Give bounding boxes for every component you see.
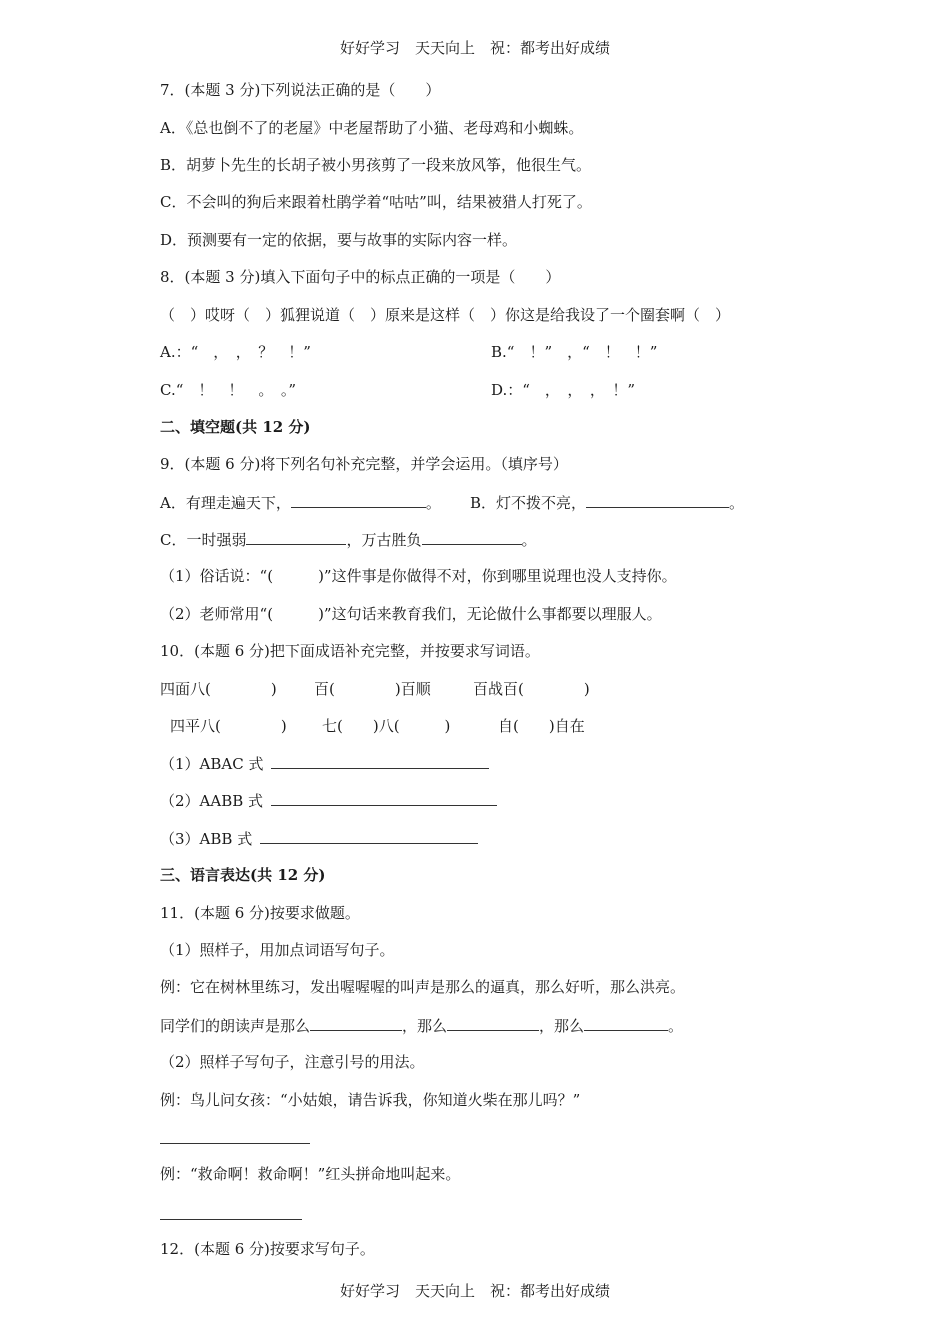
- section-3-title: 三、语言表达(共 12 分): [160, 866, 326, 884]
- q11-fill-mid-2: ，那么: [539, 1017, 585, 1035]
- q10-part-1: [160, 753, 489, 774]
- q8-option-a: A.：“ ， ， ？ ！”: [160, 343, 311, 361]
- q9-option-a: [160, 492, 441, 513]
- q10-part-1-label: （1）ABAC 式: [160, 755, 264, 773]
- q7-option-b: B．胡萝卜先生的长胡子被小男孩剪了一段来放风筝，他很生气。: [160, 156, 592, 174]
- q9-b-blank[interactable]: [586, 492, 729, 508]
- q11-fill-blank-1[interactable]: [310, 1015, 402, 1031]
- q11-example-2: 例：鸟儿问女孩：“小姑娘，请告诉我，你知道火柴在那儿吗？”: [160, 1091, 581, 1109]
- q9-b-text: B．灯不拨不亮，: [470, 494, 587, 512]
- q12-stem: 12．(本题 6 分)按要求写句子。: [160, 1240, 375, 1258]
- q9-c-blank-2[interactable]: [422, 529, 522, 545]
- q9-b-end: 。: [729, 494, 745, 512]
- q10-part-3-blank[interactable]: [260, 828, 478, 844]
- q7-option-a: A．《总也倒不了的老屋》中老屋帮助了小猫、老母鸡和小蜘蛛。: [160, 119, 584, 137]
- q10-part-3: [160, 828, 478, 849]
- q10-idiom-2: 百( )百顺: [314, 680, 431, 698]
- q11-answer-line-2[interactable]: [160, 1219, 302, 1220]
- q9-option-b: [470, 492, 744, 513]
- q9-c-mid: ，万古胜负: [346, 531, 422, 549]
- q9-a-text: A．有理走遍天下，: [160, 494, 291, 512]
- q9-c-text: C．一时强弱: [160, 531, 247, 549]
- q7-option-c: C．不会叫的狗后来跟着杜鹃学着“咕咕”叫，结果被猎人打死了。: [160, 193, 592, 211]
- q11-fill-sentence: [160, 1015, 683, 1036]
- q9-c-end: 。: [521, 531, 537, 549]
- page-header: 好好学习 天天向上 祝：都考出好成绩: [339, 39, 610, 57]
- q11-example-3: 例：“救命啊！救命啊！”红头拼命地叫起来。: [160, 1165, 461, 1183]
- q9-sub-2: （2）老师常用“( )”这句话来教育我们，无论做什么事都要以理服人。: [160, 605, 662, 623]
- q11-sub-1: （1）照样子，用加点词语写句子。: [160, 941, 395, 959]
- q11-stem: 11．(本题 6 分)按要求做题。: [160, 904, 360, 922]
- q9-stem: 9．(本题 6 分)将下列名句补充完整，并学会运用。（填序号）: [160, 455, 568, 473]
- q11-fill-start: 同学们的朗读声是那么: [160, 1017, 311, 1035]
- q7-option-d: D．预测要有一定的依据，要与故事的实际内容一样。: [160, 231, 518, 249]
- q9-a-blank[interactable]: [291, 492, 426, 508]
- q10-idiom-5: 七( )八( ): [322, 717, 451, 735]
- q10-idiom-3: 百战百( ): [473, 680, 590, 698]
- page-footer: 好好学习 天天向上 祝：都考出好成绩: [339, 1282, 610, 1300]
- q10-part-2-blank[interactable]: [271, 790, 497, 806]
- q9-a-end: 。: [425, 494, 441, 512]
- q8-option-b: B.“ ！” ，“ ！ ！”: [491, 343, 658, 361]
- q11-example-1: 例：它在树林里练习，发出喔喔喔的叫声是那么的逼真，那么好听，那么洪亮。: [160, 978, 686, 996]
- q10-stem: 10．(本题 6 分)把下面成语补充完整，并按要求写词语。: [160, 642, 540, 660]
- q11-sub-2: （2）照样子写句子，注意引号的用法。: [160, 1053, 425, 1071]
- q7-stem: 7．(本题 3 分)下列说法正确的是（ ）: [160, 81, 441, 99]
- q9-c-blank-1[interactable]: [246, 529, 346, 545]
- q8-option-d: D.：“ ， ， ， ！”: [491, 381, 636, 399]
- section-2-title: 二、填空题(共 12 分): [160, 418, 311, 436]
- q11-answer-line-1[interactable]: [160, 1143, 310, 1144]
- q10-idiom-6: 自( )自在: [498, 717, 585, 735]
- q10-idiom-1: 四面八( ): [160, 680, 277, 698]
- q8-stem: 8．(本题 3 分)填入下面句子中的标点正确的一项是（ ）: [160, 268, 561, 286]
- q8-sentence: （ ）哎呀（ ）狐狸说道（ ）原来是这样（ ）你这是给我设了一个圈套啊（ ）: [160, 306, 731, 324]
- q10-idiom-4: 四平八( ): [170, 717, 287, 735]
- q11-fill-mid-1: ，那么: [402, 1017, 448, 1035]
- q8-option-c: C.“ ！ ！ 。 。”: [160, 381, 297, 399]
- q11-fill-blank-2[interactable]: [447, 1015, 539, 1031]
- q10-part-2-label: （2）AABB 式: [160, 792, 264, 810]
- q10-part-1-blank[interactable]: [271, 753, 489, 769]
- q11-fill-end: 。: [668, 1017, 684, 1035]
- q11-fill-blank-3[interactable]: [584, 1015, 668, 1031]
- q10-part-3-label: （3）ABB 式: [160, 830, 253, 848]
- q9-option-c: [160, 529, 537, 550]
- q9-sub-1: （1）俗话说：“( )”这件事是你做得不对，你到哪里说理也没人支持你。: [160, 567, 677, 585]
- q10-part-2: [160, 790, 497, 811]
